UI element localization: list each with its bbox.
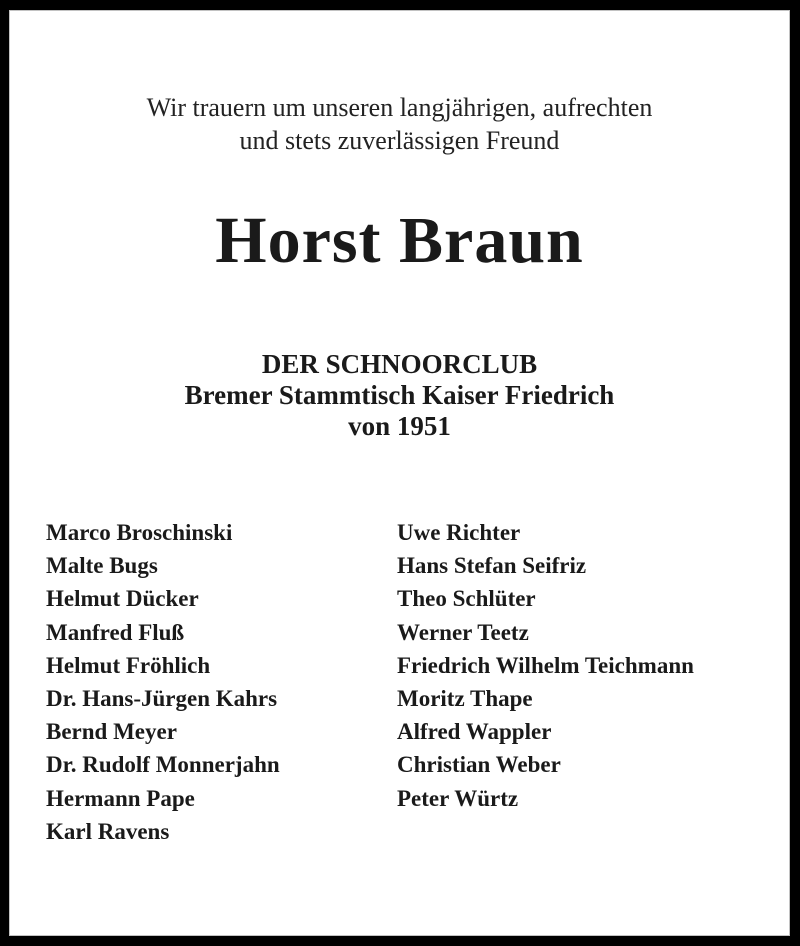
club-name: DER SCHNOORCLUB — [261, 349, 538, 379]
mourner-name: Helmut Fröhlich — [46, 652, 211, 678]
mourner-name: Uwe Richter — [397, 520, 521, 545]
mourner-name: Alfred Wappler — [397, 719, 552, 745]
mourners-column-right — [397, 516, 789, 815]
intro-line-1: Wir trauern um unseren langjährigen, aufrechten — [146, 93, 653, 122]
mourner-name: Moritz Thape — [397, 686, 533, 712]
mourner-name: Friedrich Wilhelm Teichmann — [397, 652, 694, 678]
mourner-name: Marco Broschinski — [46, 520, 233, 545]
club-block — [10, 349, 789, 442]
club-founding-year: von 1951 — [348, 411, 451, 441]
mourner-name: Dr. Hans-Jürgen Kahrs — [46, 686, 278, 712]
mourner-name: Christian Weber — [397, 752, 561, 778]
mourner-name: Malte Bugs — [46, 553, 158, 579]
club-subtitle: Bremer Stammtisch Kaiser Friedrich — [184, 380, 615, 410]
mourner-name: Hermann Pape — [46, 785, 195, 811]
intro-line-2: und stets zuverlässigen Freund — [239, 126, 560, 155]
mourners-column-left — [46, 516, 397, 848]
obituary-notice-card — [9, 10, 790, 936]
mourner-name: Theo Schlüter — [397, 586, 536, 612]
mourner-name: Helmut Dücker — [46, 586, 199, 612]
mourners-list — [46, 516, 789, 848]
mourner-name: Karl Ravens — [46, 818, 170, 844]
mourner-name: Hans Stefan Seifriz — [397, 553, 587, 579]
deceased-name: Horst Braun — [215, 204, 584, 277]
mourner-name: Manfred Fluß — [46, 619, 185, 645]
mourner-name: Peter Würtz — [397, 785, 519, 811]
mourner-name: Werner Teetz — [397, 619, 529, 645]
mourner-name: Dr. Rudolf Monnerjahn — [46, 752, 280, 778]
mourner-name: Bernd Meyer — [46, 719, 177, 745]
intro-text — [10, 91, 789, 157]
